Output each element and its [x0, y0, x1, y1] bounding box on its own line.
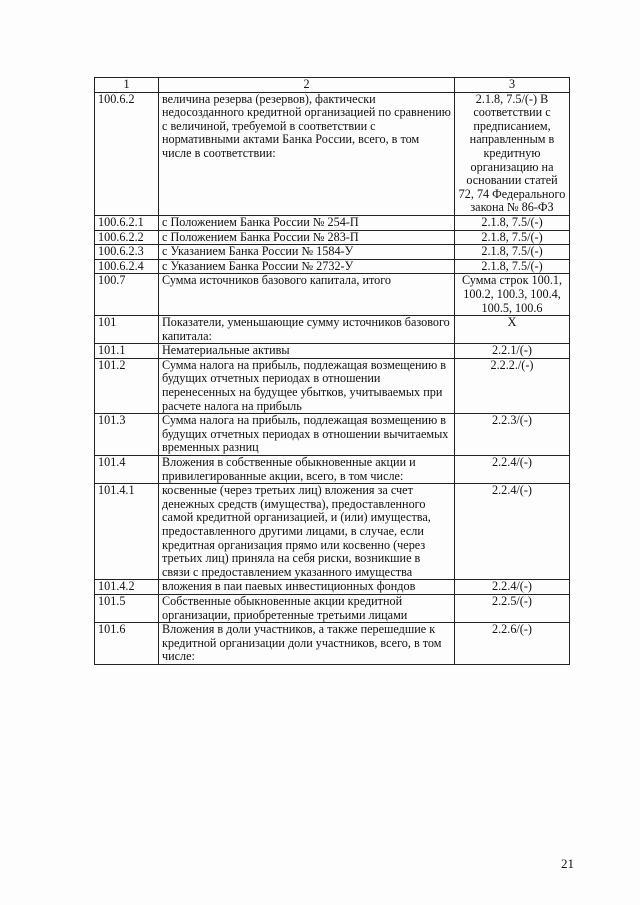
table-row — [95, 92, 570, 215]
table-row — [95, 484, 570, 580]
row-number-cell: 101.4 — [95, 456, 159, 484]
row-reference-cell: X — [455, 316, 570, 344]
row-text-cell: Сумма налога на прибыль, подлежащая возмещению в будущих отчетных периодах в отношении вычитаемых временных разниц — [159, 414, 455, 456]
data-table — [94, 77, 570, 665]
row-text-cell: Нематериальные активы — [159, 344, 455, 359]
row-number-cell: 101.5 — [95, 594, 159, 622]
row-reference-cell: 2.1.8, 7.5/(-) — [455, 215, 570, 230]
table-row — [95, 456, 570, 484]
table-row — [95, 594, 570, 622]
column-header-1: 1 — [95, 78, 159, 93]
table-row — [95, 344, 570, 359]
table-row — [95, 580, 570, 595]
row-reference-cell: 2.2.4/(-) — [455, 456, 570, 484]
page-number: 21 — [561, 856, 574, 871]
table-header-row — [95, 78, 570, 93]
row-text-cell: с Положением Банка России № 283-П — [159, 230, 455, 245]
row-reference-cell: Сумма строк 100.1, 100.2, 100.3, 100.4, 100.5, 100.6 — [455, 274, 570, 316]
row-number-cell: 101.3 — [95, 414, 159, 456]
table-row — [95, 245, 570, 260]
row-text-cell: с Указанием Банка России № 1584-У — [159, 245, 455, 260]
row-number-cell: 100.7 — [95, 274, 159, 316]
table-row — [95, 230, 570, 245]
row-reference-cell: 2.2.3/(-) — [455, 414, 570, 456]
row-text-cell: косвенные (через третьих лиц) вложения за счет денежных средств (имущества), предоставленного самой кредитной организацией, и (или) имущества, предоставленного другими лицами, в случае, если кредитная организация прямо или косвенно (через третьих лиц) приняла на себя риски, возникшие в связи с предоставлением указанного имущества — [159, 484, 455, 580]
table-body — [95, 92, 570, 664]
row-number-cell: 100.6.2.2 — [95, 230, 159, 245]
row-text-cell: Показатели, уменьшающие сумму источников базового капитала: — [159, 316, 455, 344]
row-reference-cell: 2.1.8, 7.5/(-) В соответствии с предписанием, направленным в кредитную организацию на основании статей 72, 74 Федерального закона № 86-ФЗ — [455, 92, 570, 215]
row-reference-cell: 2.1.8, 7.5/(-) — [455, 245, 570, 260]
row-reference-cell: 2.2.4/(-) — [455, 580, 570, 595]
table-row — [95, 358, 570, 413]
row-text-cell: Сумма налога на прибыль, подлежащая возмещению в будущих отчетных периодах в отношении перенесенных на будущее убытков, учитываемых при расчете налога на прибыль — [159, 358, 455, 413]
column-header-2: 2 — [159, 78, 455, 93]
row-text-cell: с Указанием Банка России № 2732-У — [159, 259, 455, 274]
table-row — [95, 623, 570, 665]
row-number-cell: 101 — [95, 316, 159, 344]
row-number-cell: 100.6.2.4 — [95, 259, 159, 274]
row-reference-cell: 2.1.8, 7.5/(-) — [455, 259, 570, 274]
row-reference-cell: 2.2.1/(-) — [455, 344, 570, 359]
table-row — [95, 259, 570, 274]
column-header-3: 3 — [455, 78, 570, 93]
row-reference-cell: 2.2.2./(-) — [455, 358, 570, 413]
row-text-cell: с Положением Банка России № 254-П — [159, 215, 455, 230]
row-reference-cell: 2.2.5/(-) — [455, 594, 570, 622]
table-row — [95, 215, 570, 230]
row-number-cell: 101.6 — [95, 623, 159, 665]
row-text-cell: Сумма источников базового капитала, итого — [159, 274, 455, 316]
row-number-cell: 100.6.2.3 — [95, 245, 159, 260]
table-row — [95, 316, 570, 344]
row-number-cell: 100.6.2.1 — [95, 215, 159, 230]
table-row — [95, 274, 570, 316]
row-text-cell: вложения в паи паевых инвестиционных фондов — [159, 580, 455, 595]
row-number-cell: 101.4.2 — [95, 580, 159, 595]
row-reference-cell: 2.1.8, 7.5/(-) — [455, 230, 570, 245]
table-row — [95, 414, 570, 456]
row-reference-cell: 2.2.6/(-) — [455, 623, 570, 665]
row-text-cell: Вложения в доли участников, а также перешедшие к кредитной организации доли участников, всего, в том числе: — [159, 623, 455, 665]
row-number-cell: 101.4.1 — [95, 484, 159, 580]
row-text-cell: Собственные обыкновенные акции кредитной организации, приобретенные третьими лицами — [159, 594, 455, 622]
row-number-cell: 100.6.2 — [95, 92, 159, 215]
row-reference-cell: 2.2.4/(-) — [455, 484, 570, 580]
row-text-cell: величина резерва (резервов), фактически недосозданного кредитной организацией по сравнению с величиной, требуемой в соответствии с нормативными актами Банка России, всего, в том числе в соответствии: — [159, 92, 455, 215]
row-number-cell: 101.2 — [95, 358, 159, 413]
row-text-cell: Вложения в собственные обыкновенные акции и привилегированные акции, всего, в том числе: — [159, 456, 455, 484]
row-number-cell: 101.1 — [95, 344, 159, 359]
